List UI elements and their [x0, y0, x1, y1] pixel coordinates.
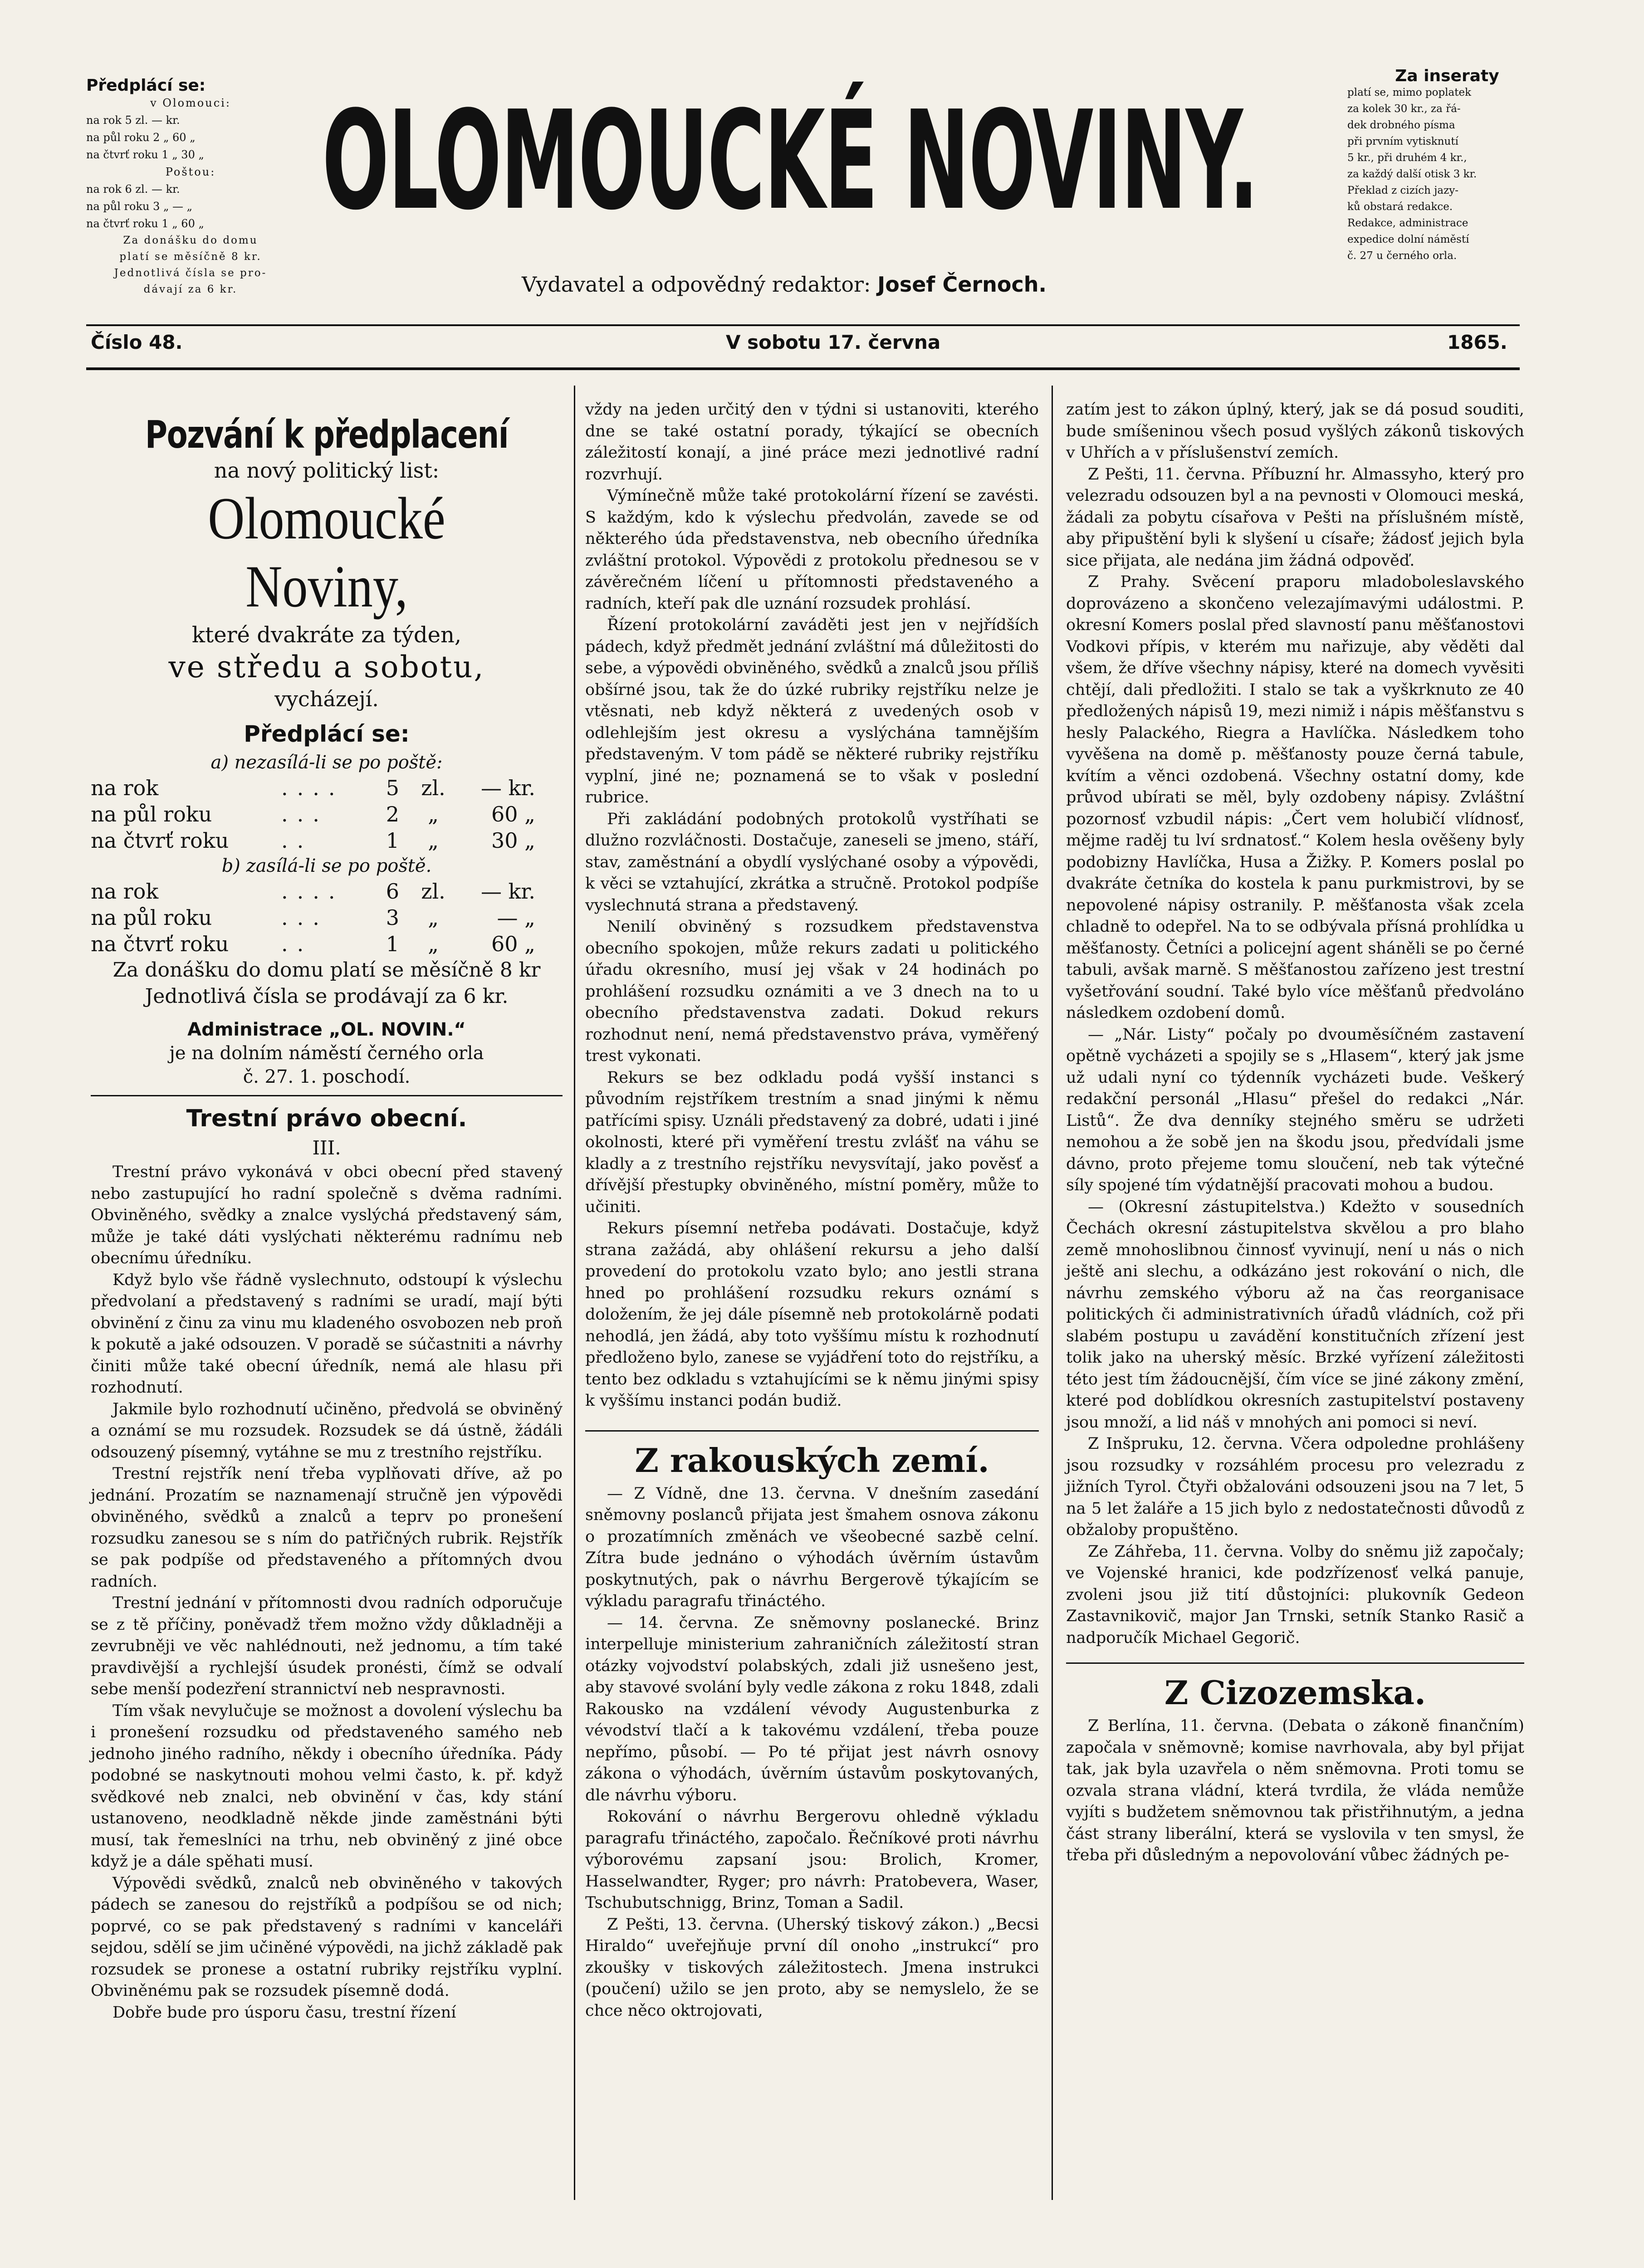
news-paragraph: — „Nár. Listy“ počaly po dvouměsíčném zastavení opětně vycházeti a spojily se s „Hlasem“, který jak jsme už udali nyní co týdenník vycházeti bude. Veškerý redakční personál „Hlasu“ přešel do redakci „Nár. Listů“. Že dva denníky stejného směru se udržeti nemohou a že sobě jen na škodu jsou, předvídali jsme dávno, proto přejeme tomu sloučení, neb tak výtečné síly spojené tím výdatnější pracovati mohou a budou.: [1066, 1025, 1524, 1194]
news-paragraph: Z Inšpruku, 12. června. Včera odpoledne prohlášeny jsou rozsudky v rozsáhlém procesu pro velezradu z jižních Tyrol. Čtyři obžalováni odsouzeni jsou na 7 let, 5 na 5 let žaláře a 15 jich bylo z nedostatečnosti důvodů z obžaloby propuštěno.: [1066, 1435, 1524, 1539]
inserts-line: Redakce, administrace: [1347, 217, 1468, 229]
news-paragraph: Z Pešti, 13. června. (Uherský tiskový zákon.) „Becsi Hiraldo“ uveřejňuje první díl onoho „instrukcí“ pro zkoušky v tiskových záležitostech. Jmena instrukci (poučení) užilo se jen proto, aby se nemyslelo, že se chce něco oktrojovati,: [585, 1915, 1039, 2020]
admin-address: je na dolním náměstí černého orla: [169, 1043, 484, 1064]
article-paragraph: Rekurs se bez odkladu podá vyšší instanci s původním rejstříkem trestním a snad jinými k němu patřícími spisy. Uználi představený za dobré, udati i jiné okolnosti, které při vyměření trestu zvlášť na váhu se kladly a z trestního rejstříku nevysvítají, jako pověsť a dřívější přestupky obviněného, místní poměry, může to učiniti.: [585, 1068, 1039, 1216]
issue-year: 1865.: [1447, 331, 1507, 353]
article-paragraph: Trestní rejstřík není třeba vyplňovati dříve, až po jednání. Prozatím se naznamenají stručně jen výpovědi obviněného, svědků a znalců a teprv po pronešení rozsudku zanesou se s ním do patřičných rubrik. Rejstřík se pak podpíše od představeného a přítomných dvou radních.: [91, 1465, 563, 1591]
inserts-line: za každý další otisk 3 kr.: [1347, 168, 1477, 180]
price-row: [91, 827, 563, 854]
article-paragraph: vždy na jeden určitý den v týdni si ustanoviti, kterého dne se také ostatní porady, týkající se obecních záležitostí konají, a jiné práce mezi jednotlivé radní rozvrhují.: [585, 401, 1039, 484]
price-amt: — kr.: [480, 776, 535, 800]
article-paragraph: Výpovědi svědků, znalců neb obviněného v takových pádech se zanesou do rejstříků a podpíšou se od nich; poprvé, co se pak představený s radními v kanceláři sejdou, sdělí se jim učiněné výpovědi, na jichž základě pak rozsudek se pronese a ostatní rubriky rejstříku vyplní. Obviněnému pak se rozsudek písemně dodá.: [91, 1874, 563, 2000]
inserts-line: č. 27 u černého orla.: [1347, 250, 1457, 262]
subscription-box: [86, 77, 295, 298]
price-label: na půl roku: [91, 905, 212, 930]
mail-label: Poštou:: [165, 166, 216, 178]
olomouc-label: v Olomouci:: [150, 97, 231, 109]
olomouc-row: na půl roku 2 „ 60 „: [86, 131, 196, 144]
price-amt: 60 „: [491, 802, 535, 826]
masthead-title: OLOMOUCKÉ NOVINY.: [322, 82, 1258, 240]
price-amt: — kr.: [480, 879, 535, 904]
inserts-line: 5 kr., při druhém 4 kr.,: [1347, 152, 1467, 164]
inserts-line: expedice dolní náměstí: [1347, 234, 1469, 245]
article-paragraph: Rekurs písemní netřeba podávati. Dostačuje, když strana zažádá, aby ohlášení rekursu a jeho další provedení do protokolu vzato bylo; ano jestli strana hned po prohlášení rozsudku rekurs oznámí s doložením, že jej dále písemně neb protokolárně podati nehodlá, jen žádá, aby toto vyššímu místu k rozhodnutí předloženo bylo, zanese se vyjádření toto do rejstříku, a tento bez odkladu s vztahujícími se k němu jinými spisy k vyššímu instanci podán budiž.: [585, 1219, 1039, 1410]
subscription-note: platí se měsíčně 8 kr.: [119, 251, 262, 263]
column-2: [585, 399, 1039, 2022]
inserts-line: za kolek 30 kr., za řá-: [1347, 103, 1461, 115]
subscription-note: Jednotlivá čísla se pro-: [114, 267, 267, 279]
price-label: na rok: [91, 879, 159, 904]
price-label: na čtvrť roku: [91, 932, 229, 956]
price-note-a: a) nezasílá-li se po poště:: [210, 752, 443, 773]
price-dots: ...: [281, 802, 328, 826]
price-amt: 60 „: [491, 932, 535, 956]
olomouc-row: na čtvrť roku 1 „ 30 „: [86, 148, 204, 161]
inserts-line: ků obstará redakce.: [1347, 201, 1453, 213]
price-num: 6: [386, 879, 399, 904]
invitation-paper: Olomoucké Noviny,: [208, 485, 445, 620]
editor-line: [522, 272, 1248, 297]
price-num: 5: [386, 776, 399, 800]
price-label: na rok: [91, 776, 159, 800]
delivery-note: Za donášku do domu platí se měsíčně 8 kr: [113, 958, 541, 982]
inserts-title: Za inseraty: [1395, 67, 1499, 85]
price-unit: zl.: [421, 776, 445, 800]
article-paragraph: Tím však nevylučuje se možnost a dovolení výslechu ba i pronešení rozsudku od představeného samého neb jednoho jiného radního, někdy i obecního úředníka. Pády podobné se naskytnouti mohou velmi často, k. př. když svědkové neb znalci, neb obvinění v čas, kdy stání ustanoveno, neodkladně někde jinde zaměstnáni býti musí, tak řemeslníci na trhu, neb obviněný z jiné obce když je a dále spěhati musí.: [91, 1701, 563, 1871]
section-separator: [1066, 1662, 1524, 1664]
column-divider: [574, 386, 575, 2200]
section-title: Z rakouských zemí.: [635, 1441, 989, 1480]
article-paragraph: Nenilí obviněný s rozsudkem představenstva obecního spokojen, může rekurs zadati u politického úřadu okresního, musí jej však v 24 hodinách po prohlášení rozsudku oznámiti a ve 3 dnech na to u obecního představenstva zadati. Dokud rekurs rozhodnut není, nemá představenstvo práva, vyměřený trest vykonati.: [585, 918, 1039, 1065]
article-part: III.: [312, 1137, 341, 1159]
news-paragraph: zatím jest to zákon úplný, který, jak se dá posud souditi, bude smíšeninou všech posud vyšlých zákonů tiskových v Uhřích a v příslušenství zemích.: [1066, 401, 1524, 462]
news-paragraph: Ze Záhřeba, 11. června. Volby do sněmu již započaly; ve Vojenské hranici, kde podzřízenosť velká panuje, zvoleni jsou již tití důstojníci: plukovník Gedeon Zastavnikovič, major Jan Trnski, setník Stanko Rasič a nadporučík Michael Gegorič.: [1066, 1542, 1524, 1647]
price-dots: ..: [281, 828, 313, 853]
mail-row: na čtvrť roku 1 „ 60 „: [86, 217, 204, 230]
price-title: Předplácí se:: [244, 721, 410, 747]
price-unit: „: [428, 802, 439, 826]
inserts-line: dek drobného písma: [1347, 119, 1455, 131]
price-unit: „: [428, 828, 439, 853]
article-paragraph: Jakmile bylo rozhodnutí učiněno, předvolá se obviněný a oznámí se mu rozsudek. Rozsudek se dá ústně, žádáli odsouzený písemný, vytáhne se mu z trestního rejstříku.: [91, 1400, 563, 1461]
invitation-line: které dvakráte za týden,: [191, 622, 462, 648]
price-note-b: b) zasílá-li se po poště.: [221, 855, 432, 876]
price-dots: ...: [281, 905, 328, 930]
price-label: na čtvrť roku: [91, 828, 229, 853]
price-num: 3: [386, 905, 399, 930]
price-num: 2: [386, 802, 399, 826]
inserts-box: [1347, 68, 1547, 264]
article-paragraph: Řízení protokolární zaváděti jest jen v nejřídších pádech, když předmět jednání zvláštní má důležitosti do sebe, a výpovědi obviněného, svědků a znalců jsou příliš obšírné jsou, tak že do úzké rubriky rejstříku nelze je vtěsnati, neb když některá z uvedených osob v odlehlejším jest okresu a vyslýchána tamnějším představeným. V tom pádě se některé rubriky rejstříku vyplní, jiné ne; poznamená se to však v poslední rubrice.: [585, 616, 1039, 807]
mail-row: na půl roku 3 „ — „: [86, 200, 193, 213]
price-row: [91, 931, 563, 957]
inserts-line: při prvním vytisknutí: [1347, 136, 1458, 147]
admin-name: [91, 1018, 563, 1041]
price-amt: 30 „: [491, 828, 535, 853]
news-paragraph: — 14. června. Ze sněmovny poslanecké. Brinz interpelluje ministerium zahraničních záležitostí stran otázky vojvodství polabských, zdali již usnešeno jest, aby stavové svolání byly vedle zákona z roku 1848, zdali Rakousko na vzdálení vévody Augustenburka z vévodství tlačí a k takovému vzdálení, třeba pouze nepřímo, působí. — Po té přijat jest návrh osnovy zákona o výhodách, úvěrním ústavům poskytovaných, dle návrhu výboru.: [585, 1613, 1039, 1804]
price-num: 1: [386, 932, 399, 956]
price-row: [91, 801, 563, 827]
masthead: [86, 59, 1561, 313]
price-unit: „: [428, 932, 439, 956]
olomouc-row: na rok 5 zl. — kr.: [86, 114, 180, 127]
subscription-title: Předplácí se:: [86, 76, 206, 95]
news-paragraph: — (Okresní zástupitelstva.) Kdežto v sousedních Čechách okresní zástupitelstva skvělou a pro blaho země mnohoslibnou činnosť vyvinují, není u nás o nich ještě ani slechu, a odkázáno jest rokování o nich, dle návrhu zemského výboru až na čas reorganisace politických či administrativních úřadů vládních, což při slabém postupu u zavádění konstitučních zřízení jest tolik jako na uherský měsíc. Brzké vyřízení záležitosti této jest tím žádoucnější, čím více se jiné zákony změní, které pod doblídkou okresních zastupitelství postaveny jsou množí, a lid náš v mnohých ani pomoci si neví.: [1066, 1198, 1524, 1432]
mail-row: na rok 6 zl. — kr.: [86, 183, 180, 196]
header-rule-top: [86, 324, 1520, 326]
invitation-line: ve středu a sobotu,: [168, 650, 485, 684]
invitation-line: vycházejí.: [274, 687, 379, 711]
news-paragraph: Rokování o návrhu Bergerovu ohledně výkladu paragrafu třináctého, započalo. Řečníkové proti návrhu výborovému zapsaní jsou: Brolich, Kromer, Hasselwandter, Ryger; pro návrh: Pratobevera, Waser, Tschubutschnigg, Brinz, Toman a Sadil.: [585, 1808, 1039, 1912]
subscription-note: dávají za 6 kr.: [143, 284, 238, 295]
invitation-sub: na nový politický list:: [214, 458, 440, 483]
column-3: [1066, 399, 1524, 1867]
price-row: [91, 775, 563, 801]
editor-name: Josef Černoch.: [877, 272, 1047, 297]
price-dots: ....: [281, 879, 344, 904]
news-paragraph: — Z Vídně, dne 13. června. V dnešním zasedání sněmovny poslanců přijata jest šmahem osnova zákonu o prozatímních změnách ve všeobecné sazbě celní. Zítra bude jednáno o výhodách úvěrním ústavům poskytnutých, pak o návrhu Bergerově týkajícím se výkladu paragrafu třináctého.: [585, 1484, 1039, 1610]
header-rule-bottom: [86, 367, 1520, 370]
issue-number: Číslo 48.: [91, 331, 183, 353]
column-1: [91, 395, 563, 2024]
article-paragraph: Při zakládání podobných protokolů vystříhati se dlužno rozvláčnosti. Dostačuje, zaneseli se jmeno, stáří, stav, zaměstnání a obydlí vyslýchané osoby a výpovědi, k věci se vztahující, zkrátka a stručně. Protokol podpíše vyslechnutá strana a představený.: [585, 810, 1039, 914]
date-bar: [86, 331, 1520, 358]
section-separator: [91, 1095, 563, 1096]
article-paragraph: Výmínečně může také protokolární řízení se zavésti. S každým, kdo k výslechu předvolán, zavede se od některého úda představenstva, neb obecního úředníka zvláštní protokol. Výpovědi z protokolu přednesou se v závěrečném líčení u přítomnosti představeného a radních, kteří pak dle uznání rozsudek prohlásí.: [585, 487, 1039, 613]
price-dots: ..: [281, 932, 313, 956]
subscription-note: Za donášku do domu: [123, 235, 258, 246]
news-paragraph: Z Prahy. Svěcení praporu mladoboleslavského doprovázeno a skončeno velezajímavými událostmi. P. okresní Komers poslal před slavností panu měšťanostovi Vodkovi přípis, v kterém mu nařizuje, aby věděti dal všem, že dříve všechny nápisy, které na domech vyvěsiti chtějí, dali předložiti. I stalo se tak a vyškrknuto ze 40 předložených nápisů 19, mezi nimiž i nápis měšťanstvu s hesly Palackého, Riegra a Havlíčka. Následkem toho vyvěšena na domě p. měšťanosty pouze černá tabule, kvítím a věnci ozdobená. Všechny ostatní domy, kde průvod ubírati se měl, byly ozdobeny nápisy. Zvláštní pozornosť vzbudil nápis: „Čert vem holubičí vlídnosť, mějme raděj tu lví srdnatosť.“ Kolem hesla ověšeny byly podobizny Havlíčka, Husa a Žižky. P. Komers poslal po dvakráte četníka do kostela k panu purkmistrovi, by se nepovolené nápisy ostranily. P. měšťanosta však zcela chladně to odepřel. Na to se odbývala přísná prohlídka u měšťanosty. Četníci a policejní agent sháněli se po černé tabuli, avšak marně. S měšťanostou zařízeno jest trestní vyšetřování soudní. Také bylo více měšťanů předvoláno následkem ozdobení domů.: [1066, 573, 1524, 1022]
section-title: Z Cizozemska.: [1164, 1673, 1426, 1712]
news-paragraph: Z Pešti, 11. června. Příbuzní hr. Almassyho, který pro velezradu odsouzen byl a na pevnosti v Olomouci meská, žádali za pobytu císařova v Pešti na příslušném místě, aby připuštění byli k slyšení u císaře; žádosť jejich byla sice přijata, ale nedána jim žádná odpověď.: [1066, 465, 1524, 570]
price-dots: ....: [281, 776, 344, 800]
price-row: [91, 904, 563, 931]
price-label: na půl roku: [91, 802, 212, 826]
article-title: Trestní právo obecní.: [186, 1105, 467, 1132]
price-amt: — „: [497, 905, 535, 930]
news-paragraph: Z Berlína, 11. června. (Debata o zákoně finančním) započala v sněmovně; komise navrhovala, aby byl přijat tak, jak byla uzavřela o něm sněmovna. Proti tomu se ozvala strana vládní, která tvrdila, že vláda nemůže vyjíti s budžetem sněmovnou tak přistřihnutým, a jedna část strany liberální, která se vyslovila v ten smysl, že třeba při důsledným a nepovolování vůbec žádných pe-: [1066, 1717, 1524, 1864]
inserts-line: platí se, mimo poplatek: [1347, 87, 1472, 98]
inserts-line: Překlad z cizích jazy-: [1347, 185, 1458, 196]
article-paragraph: Když bylo vše řádně vyslechnuto, odstoupí k výslechu předvolaní a představený s radními se uradí, mají býti obvinění z činu za vinu mu kladeného osvobozen neb proň k pokutě a jaké odsouzen. V poradě se súčastniti a návrhy činiti může také obecní úředník, nemá ale hlasu při rozhodnutí.: [91, 1271, 563, 1397]
editor-label: Vydavatel a odpovědný redaktor:: [522, 272, 871, 297]
article-paragraph: Trestní jednání v přítomnosti dvou radních odporučuje se z tě příčiny, poněvadž třem možno vždy důkladněji a zevrubněji ve věc nahlédnouti, než jednomu, a tím také pravdivější a rychlejší úsudek pronésti, čímž se odvalí sebe menší podezření strannictví neb nespravnosti.: [91, 1594, 563, 1698]
invitation-heading: Pozvání k předplacení: [145, 412, 509, 457]
admin-name-text: Administrace „OL. NOVIN.“: [187, 1019, 466, 1040]
article-paragraph: Trestní právo vykonává v obci obecní před stavený nebo zastupující ho radní společně s dvěma radními. Obviněného, svědky a znalce vyslýchá představený sám, může je také dáti vyslýchati některému radnímu neb obecnímu úředníku.: [91, 1163, 563, 1267]
price-row: [91, 878, 563, 904]
column-divider: [1052, 386, 1053, 2200]
price-unit: „: [428, 905, 439, 930]
price-num: 1: [386, 828, 399, 853]
single-copy-note: Jednotlivá čísla se prodávají za 6 kr.: [145, 985, 509, 1008]
price-unit: zl.: [421, 879, 445, 904]
admin-address: č. 27. 1. poschodí.: [243, 1066, 411, 1087]
section-separator: [585, 1430, 1039, 1432]
article-paragraph: Dobře bude pro úsporu času, trestní řízení: [113, 2003, 456, 2022]
issue-date: V sobotu 17. června: [726, 331, 941, 353]
masthead-title-wrap: [322, 82, 1397, 240]
